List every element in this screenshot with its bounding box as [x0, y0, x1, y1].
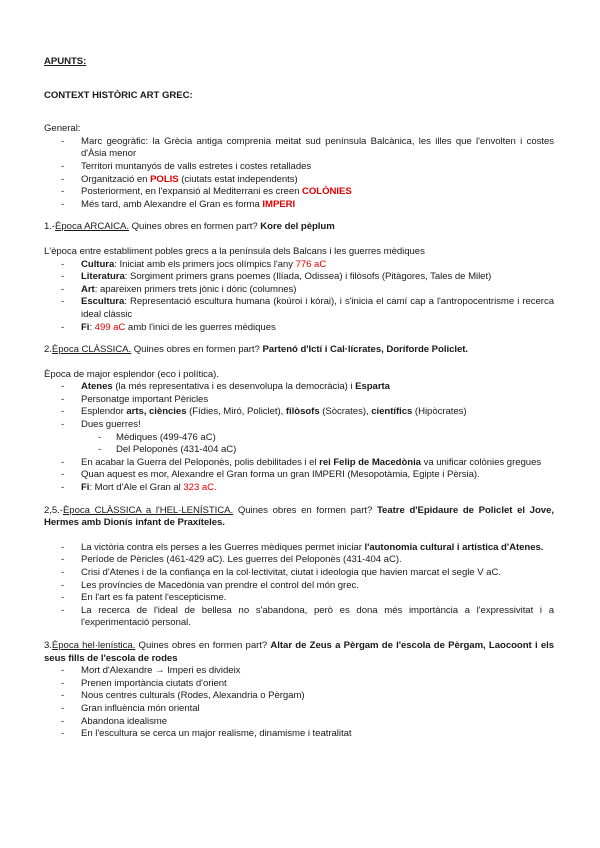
section-intro: L'època entre establiment pobles grecs a la península dels Balcans i les guerres mèdiques: [44, 245, 425, 257]
list-item: - Atenes (la més representativa i es desenvolupa la democràcia) i Esparta: [44, 381, 554, 394]
list-item: - Fi: 499 aC amb l'inici de les guerres mèdiques: [44, 322, 554, 335]
list-item: - Esplendor arts, ciències (Fídies, Miró, Policlet), filòsofs (Sòcrates), científics (Hipòcrates): [44, 406, 554, 419]
list-item: - Nous centres culturals (Rodes, Alexandria o Pèrgam): [44, 690, 554, 703]
section-heading-transicio: 2,5.-Època CLÀSSICA a l'HEL·LENÍSTICA. Quines obres en formen part? Teatre d'Epidaure de Policlet el Jove, Hermes amb Dionís infant de Praxíteles.: [44, 504, 554, 529]
arcaica-list: [44, 259, 554, 335]
general-heading: General:: [44, 123, 81, 135]
section-intro: Època de major esplendor (eco i política).: [44, 368, 219, 380]
list-item: - En acabar la Guerra del Peloponès, polis debilitades i el rei Felip de Macedònia va unificar colònies gregues: [44, 457, 554, 470]
list-subitem: - Del Peloponès (431-404 aC): [44, 444, 554, 457]
classica-list: [44, 381, 554, 494]
list-item: - Període de Pèricles (461-429 aC). Les guerres del Peloponès (431-404 aC).: [44, 554, 554, 567]
list-item: - Quan aquest es mor, Alexandre el Gran forma un gran IMPERI (Mesopotàmia, Egipte i Pèrsia).: [44, 469, 554, 482]
list-item: - Literatura: Sorgiment primers grans poemes (Ilíada, Odissea) i filòsofs (Pitàgores, Tales de Milet): [44, 271, 554, 284]
list-item: - Escultura: Representació escultura humana (koúroi i kórai), i s'inicia el camí cap a l'antropocentrisme i recerca ideal clàssic: [44, 296, 554, 321]
list-item: - Posteriorment, en l'expansió al Mediterrani es creen COLÒNIES: [44, 186, 554, 199]
section-heading-hellenistica: 3.Època hel·lenística. Quines obres en formen part? Altar de Zeus a Pèrgam de l'escola de Pèrgam, Laocoont i els seus fills de l'escola de rodes: [44, 639, 554, 664]
list-item: - Territori muntanyós de valls estretes i costes retallades: [44, 161, 554, 174]
section-heading-arcaica: 1.-Època ARCAICA. Quines obres en formen part? Kore del pèplum: [44, 221, 335, 233]
list-item: - Més tard, amb Alexandre el Gran es forma IMPERI: [44, 199, 554, 212]
transicio-list: [44, 542, 554, 630]
list-item: - Organització en POLIS (ciutats estat independents): [44, 174, 554, 187]
list-item: - Abandona idealisme: [44, 716, 554, 729]
list-item: - Prenen importància ciutats d'orient: [44, 678, 554, 691]
document-subtitle: CONTEXT HISTÒRIC ART GREC:: [44, 89, 193, 101]
list-subitem: - Mèdiques (499-476 aC): [44, 432, 554, 445]
list-item: - En l'art es fa patent l'escepticisme.: [44, 592, 554, 605]
list-item: - Art: apareixen primers trets jònic i dòric (columnes): [44, 284, 554, 297]
general-list: [44, 136, 554, 212]
list-item: - Gran influència món oriental: [44, 703, 554, 716]
list-item: - Personatge important Pèricles: [44, 394, 554, 407]
list-item: - En l'escultura se cerca un major realisme, dinamisme i teatralitat: [44, 728, 554, 741]
document-title: APUNTS:: [44, 56, 87, 67]
list-item: - Crisi d'Atenes i de la confiança en la col·lectivitat, ciutat i ideologia que havien marcat el segle V aC.: [44, 567, 554, 580]
list-item: - Marc geogràfic: la Grècia antiga comprenia meitat sud península Balcànica, les illes que l'envolten i costes d'Àsia menor: [44, 136, 554, 161]
list-item: - Les províncies de Macedònia van prendre el control del món grec.: [44, 580, 554, 593]
hellenistica-list: [44, 665, 554, 741]
list-item: - Fi: Mort d'Ale el Gran al 323 aC.: [44, 482, 554, 495]
list-item: - La victòria contra els perses a les Guerres mèdiques permet iniciar l'autonomia cultural i artística d'Atenes.: [44, 542, 554, 555]
list-item: - Mort d'Alexandre → Imperi es divideix: [44, 665, 554, 678]
list-item: - La recerca de l'ideal de bellesa no s'abandona, però es dona més importància a l'expressivitat i a l'experimentació personal.: [44, 605, 554, 630]
list-item: - Cultura: Iniciat amb els primers jocs olímpics l'any 776 aC: [44, 259, 554, 272]
list-item: - Dues guerres!: [44, 419, 554, 432]
section-heading-classica: 2.Època CLÀSSICA. Quines obres en formen part? Partenó d'Ictí i Cal·lícrates, Doríforde Policlet.: [44, 344, 469, 356]
